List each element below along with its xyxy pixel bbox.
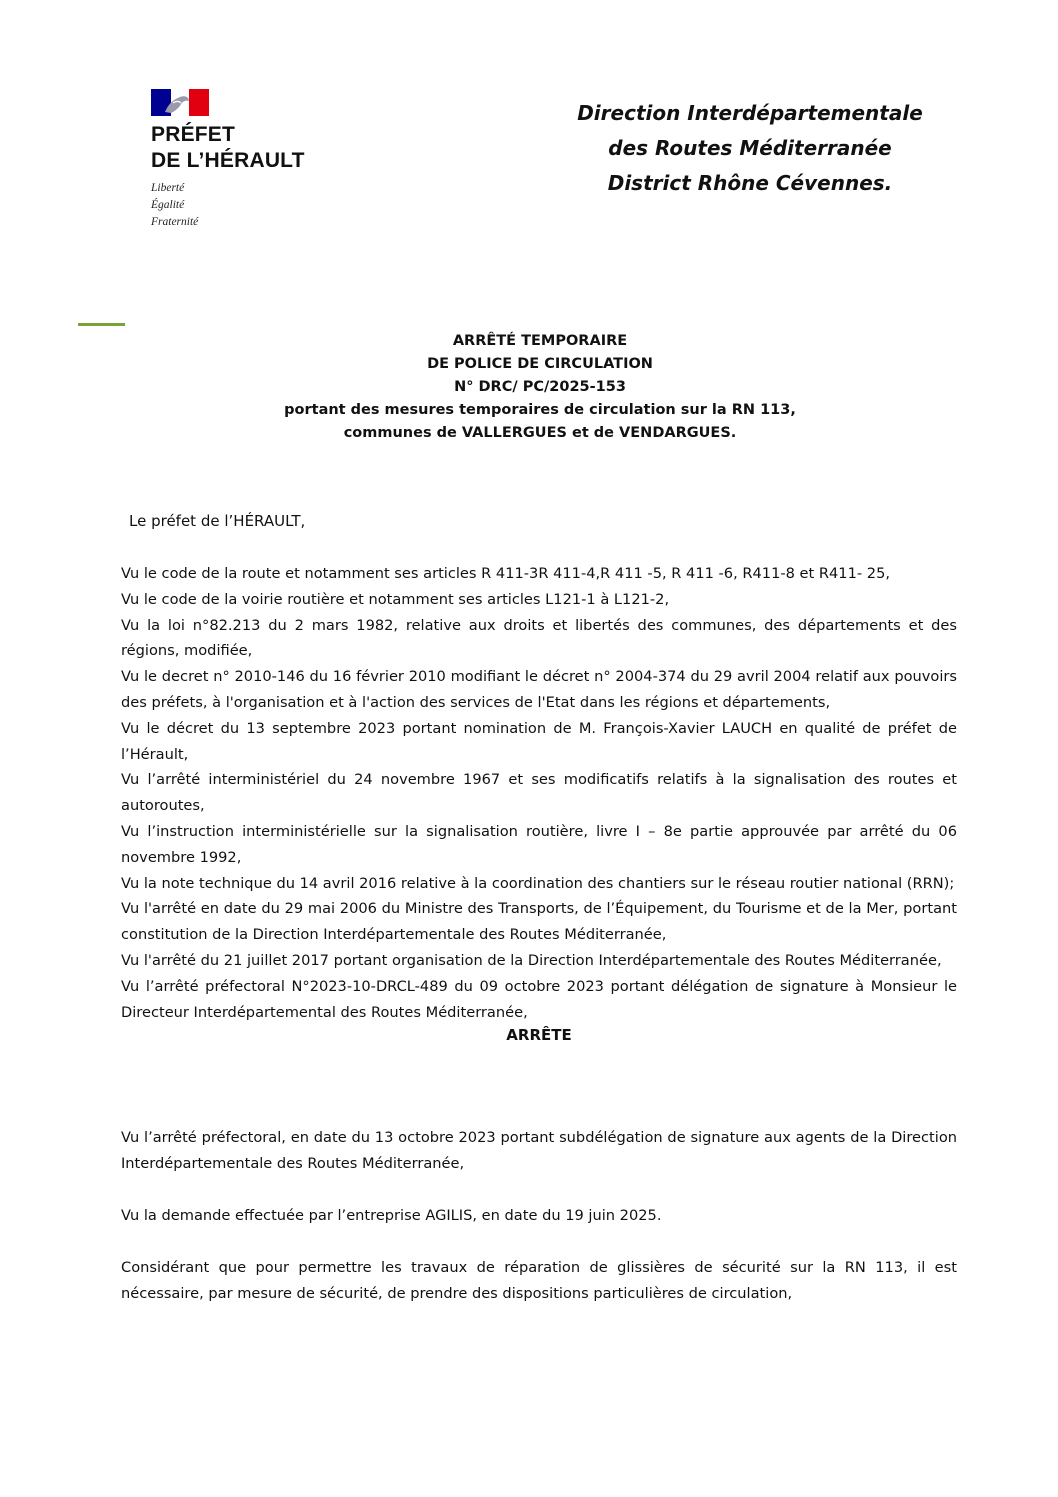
salutation: Le préfet de l’HÉRAULT, bbox=[129, 512, 306, 530]
prefet-title bbox=[151, 122, 321, 174]
visa-item: Vu le code de la voirie routière et notamment ses articles L121-1 à L121-2, bbox=[121, 590, 670, 608]
visa-item: Vu l’instruction interministérielle sur la signalisation routière, livre I – 8e partie approuvée par arrêté du 06 novembre 1992, bbox=[121, 822, 957, 866]
title-line4: portant des mesures temporaires de circulation sur la RN 113, bbox=[284, 402, 796, 418]
title-line2: DE POLICE DE CIRCULATION bbox=[427, 356, 653, 372]
title-line1: ARRÊTÉ TEMPORAIRE bbox=[452, 333, 628, 349]
visa-item: Vu l'arrêté du 21 juillet 2017 portant organisation de la Direction Interdépartementale des Routes Méditerranée, bbox=[121, 951, 942, 969]
request-paragraph: Vu la demande effectuée par l’entreprise AGILIS, en date du 19 juin 2025. bbox=[121, 1207, 662, 1224]
prefet-title-line1: PRÉFET bbox=[151, 123, 236, 146]
direction-line3: District Rhône Cévennes. bbox=[607, 171, 893, 195]
visa-item: Vu le decret n° 2010-146 du 16 février 2010 modifiant le décret n° 2004-374 du 29 avril 2004 relatif aux pouvoirs des préfets, à l'organisation et à l'action des services de l'Etat dans les régions et départements, bbox=[121, 668, 957, 711]
marianne-flag-icon bbox=[151, 89, 209, 116]
prefet-title-line2: DE L’HÉRAULT bbox=[151, 149, 305, 172]
considerant-paragraph: Considérant que pour permettre les travaux de réparation de glissières de sécurité sur la RN 113, il est nécessaire, par mesure de sécurité, de prendre des dispositions particulières de circulation, bbox=[121, 1259, 957, 1302]
republic-motto bbox=[151, 180, 321, 231]
visa-item: Vu le code de la route et notamment ses articles R 411-3R 411-4,R 411 -5, R 411 -6, R411-8 et R411- 25, bbox=[121, 565, 890, 582]
visa-item: Vu l’arrêté préfectoral N°2023-10-DRCL-489 du 09 octobre 2023 portant délégation de signature à Monsieur le Directeur Interdépartemental des Routes Méditerranée, bbox=[121, 977, 957, 1021]
direction-line2: des Routes Méditerranée bbox=[608, 136, 892, 160]
visa-item: Vu la note technique du 14 avril 2016 relative à la coordination des chantiers sur le réseau routier national (RRN); bbox=[121, 874, 955, 892]
visa-item: Vu le décret du 13 septembre 2023 portant nomination de M. François-Xavier LAUCH en qualité de préfet de l’Hérault, bbox=[121, 719, 957, 763]
visa-item: Vu l’arrêté interministériel du 24 novembre 1967 et ses modificatifs relatifs à la signalisation des routes et autoroutes, bbox=[121, 771, 957, 815]
prefet-logo bbox=[151, 89, 321, 231]
visas-list bbox=[121, 561, 957, 1025]
motto-egalite: Égalité bbox=[151, 199, 185, 211]
arrete-heading: ARRÊTE bbox=[506, 1026, 572, 1044]
issuing-direction bbox=[560, 96, 940, 201]
visa-item: Vu l'arrêté en date du 29 mai 2006 du Ministre des Transports, de l’Équipement, du Tourisme et de la Mer, portant constitution de la Direction Interdépartementale des Routes Méditerranée, bbox=[121, 900, 957, 944]
subdelegation-paragraph: Vu l’arrêté préfectoral, en date du 13 octobre 2023 portant subdélégation de signature aux agents de la Direction Interdépartementale des Routes Méditerranée, bbox=[121, 1129, 957, 1172]
motto-fraternite: Fraternité bbox=[151, 216, 199, 228]
accent-rule bbox=[78, 323, 125, 326]
motto-liberte: Liberté bbox=[151, 182, 185, 194]
title-line5: communes de VALLERGUES et de VENDARGUES. bbox=[343, 425, 737, 441]
visa-item: Vu la loi n°82.213 du 2 mars 1982, relative aux droits et libertés des communes, des départements et des régions, modifiée, bbox=[121, 616, 957, 660]
decree-title bbox=[120, 330, 960, 445]
direction-line1: Direction Interdépartementale bbox=[577, 101, 923, 125]
decree-number: N° DRC/ PC/2025-153 bbox=[454, 379, 626, 395]
